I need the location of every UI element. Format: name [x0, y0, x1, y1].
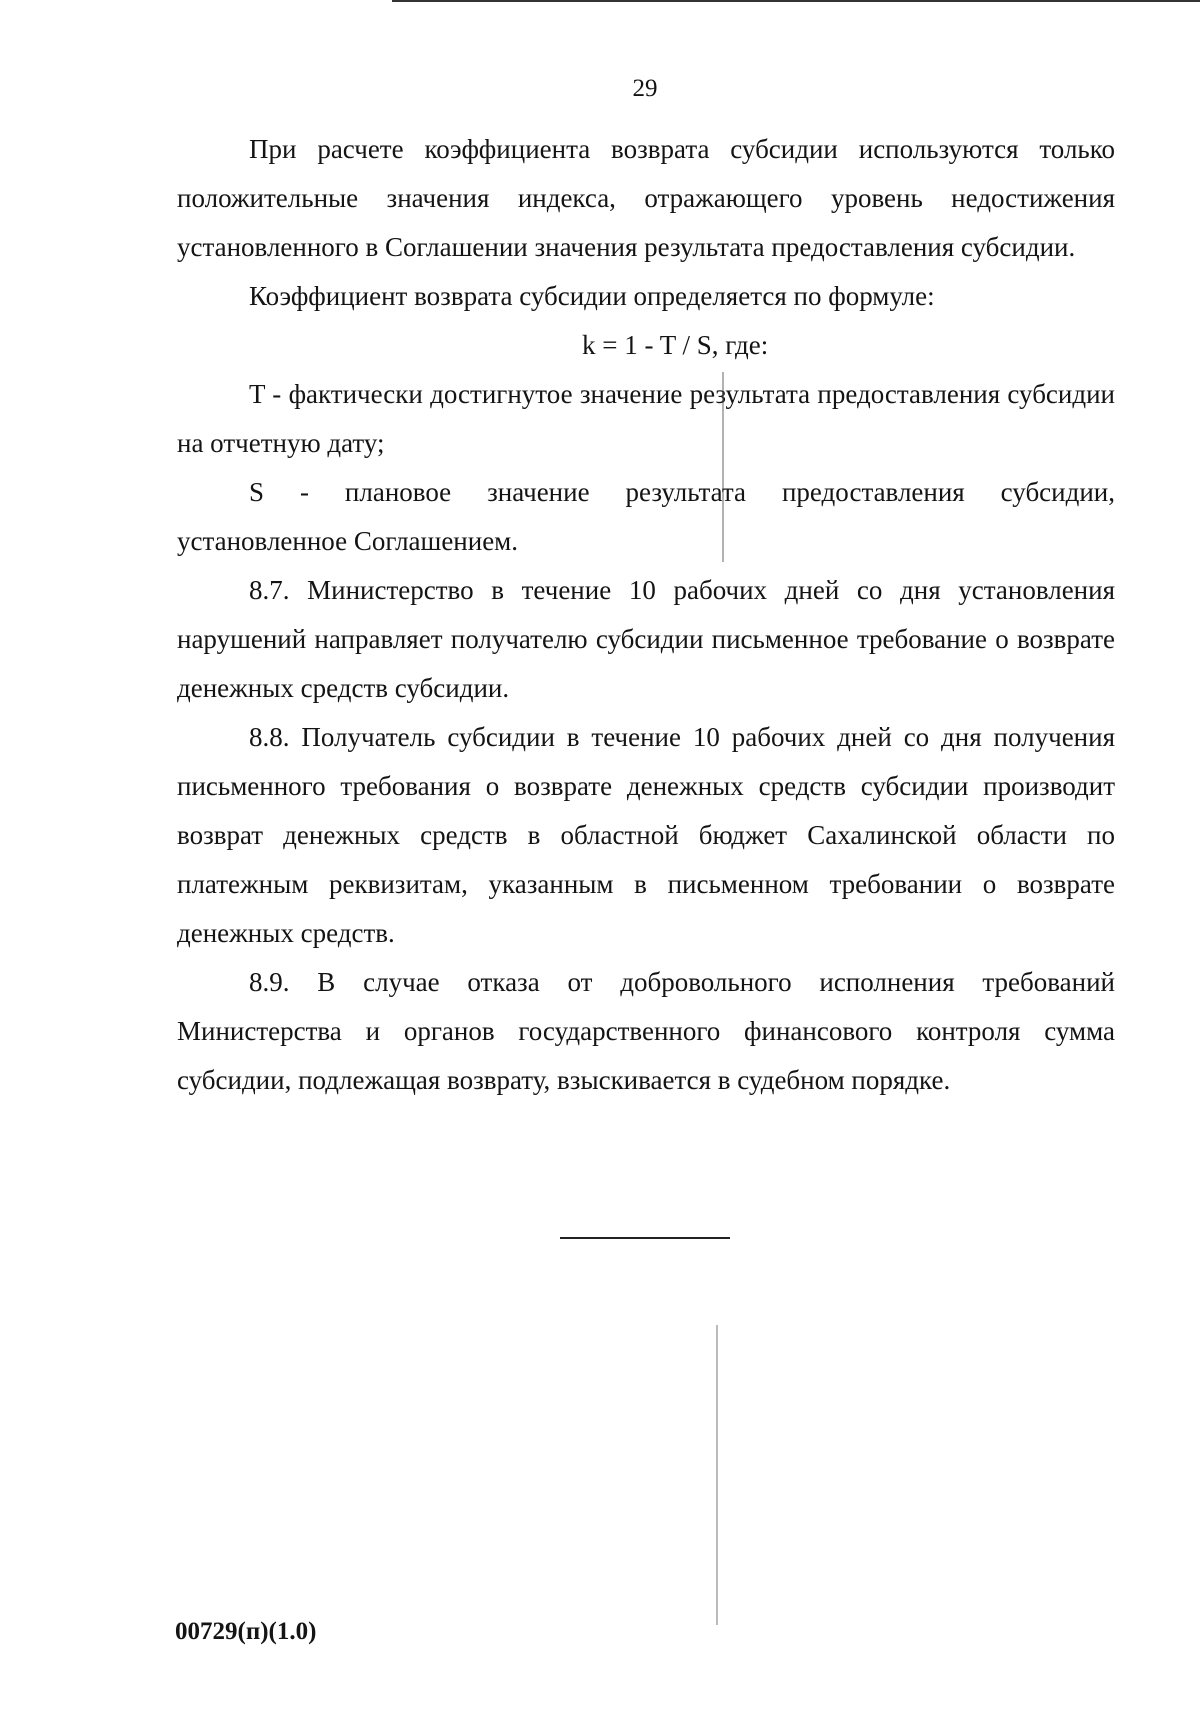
top-border-line: [392, 0, 1200, 2]
coefficient-note-paragraph: При расчете коэффициента возврата субсидии используются только положительные значения индекса, отражающего уровень недостижения установленного в Соглашении значения результата предоставления субсидии.: [177, 134, 1115, 262]
return-coefficient-formula: k = 1 - T / S, где:: [582, 330, 769, 360]
definition-s: S - плановое значение результата предоставления субсидии, установленное Соглашением.: [177, 477, 1115, 556]
scan-artifact-line: [722, 372, 724, 562]
page-number: 29: [632, 75, 658, 102]
scan-artifact-line: [716, 1325, 718, 1625]
clause-8-9: 8.9. В случае отказа от добровольного исполнения требований Министерства и органов государственного финансового контроля сумма субсидии, подлежащая возврату, взыскивается в судебном порядке.: [177, 967, 1115, 1095]
definition-t: T - фактически достигнутое значение результата предоставления субсидии на отчетную дату;: [177, 379, 1115, 458]
coefficient-intro-paragraph: Коэффициент возврата субсидии определяется по формуле:: [249, 281, 935, 311]
clause-8-7: 8.7. Министерство в течение 10 рабочих дней со дня установления нарушений направляет получателю субсидии письменное требование о возврате денежных средств субсидии.: [177, 575, 1115, 703]
document-code: 00729(п)(1.0): [175, 1618, 317, 1645]
clause-8-8: 8.8. Получатель субсидии в течение 10 рабочих дней со дня получения письменного требования о возврате денежных средств субсидии производит возврат денежных средств в областной бюджет Сахалинской области по платежным реквизитам, указанным в письменном требовании о возврате денежных средств.: [177, 722, 1115, 948]
end-of-text-rule: [560, 1237, 730, 1239]
document-body: [177, 125, 1115, 1105]
